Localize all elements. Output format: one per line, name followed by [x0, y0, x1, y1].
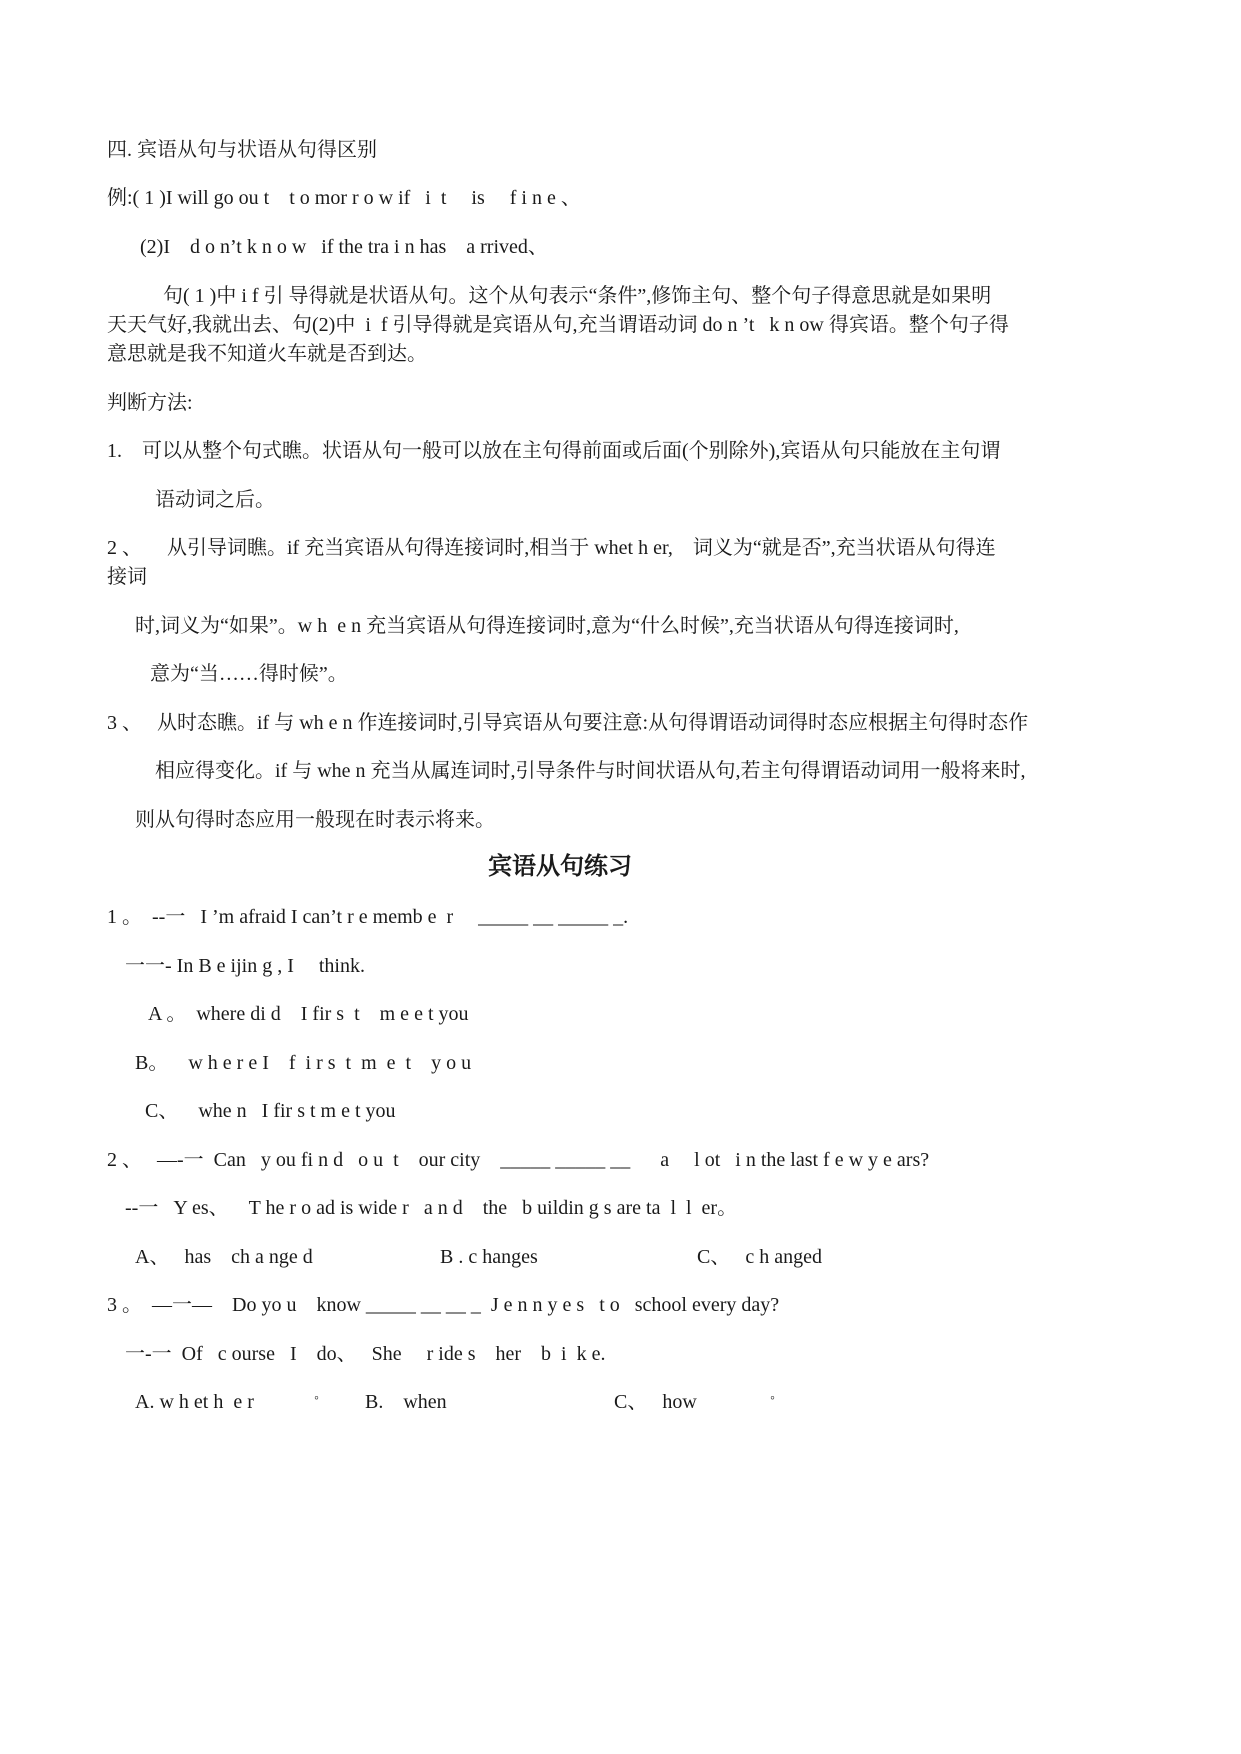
method-2-line-2: 接词: [107, 566, 147, 588]
explanation-line-1: 句( 1 )中 i f 引 导得就是状语从句。这个从句表示“条件”,修饰主句、整个句子得意思就是如果明: [163, 285, 992, 307]
question-1-option-a: A 。 where di d I fir s t m e e t you: [148, 1003, 469, 1025]
question-3-option-b: B. when: [365, 1391, 447, 1413]
question-3-stem: 3 。 —一— Do yo u know _____ __ __ _ J e n n y e s t o school every day?: [107, 1294, 780, 1316]
method-3-line-1: 3 、 从时态瞧。if 与 wh e n 作连接词时,引导宾语从句要注意:从句得谓语动词得时态应根据主句得时态作: [107, 712, 1029, 734]
question-2-option-c: C、 c h anged: [697, 1246, 822, 1268]
method-2-line-1: 2 、 从引导词瞧。if 充当宾语从句得连接词时,相当于 whet h er, 词义为“就是否”,充当状语从句得连: [107, 537, 996, 559]
method-3-line-2: 相应得变化。if 与 whe n 充当从属连词时,引导条件与时间状语从句,若主句得谓语动词用一般将来时,: [155, 760, 1026, 782]
exercise-title: 宾语从句练习: [488, 854, 632, 880]
explanation-line-2: 天天气好,我就出去、句(2)中 i f 引导得就是宾语从句,充当谓语动词 do n ’t k n ow 得宾语。整个句子得: [107, 314, 1009, 336]
question-3-reply: 一-一 Of c ourse I do、 She r ide s her b i k e.: [125, 1343, 606, 1365]
question-1-option-b: B。 w h e r e I f i r s t m e t y o u: [135, 1052, 472, 1074]
question-2-stem: 2 、 —-一 Can y ou fi n d o u t our city _____ _____ __ a l ot i n the last f e w y e ars?: [107, 1149, 930, 1171]
question-1-option-c: C、 whe n I fir s t m e t you: [145, 1100, 396, 1122]
section-heading: 四. 宾语从句与状语从句得区别: [107, 139, 377, 161]
question-3-option-a-mark: ◦: [314, 1391, 319, 1406]
method-3-line-3: 则从句得时态应用一般现在时表示将来。: [135, 809, 495, 831]
question-2-option-b: B . c hanges: [440, 1246, 538, 1268]
question-2-reply: --一 Y es、 T he r o ad is wide r a n d the b uildin g s are ta l l er。: [125, 1197, 738, 1219]
example-1: 例:( 1 )I will go ou t t o mor r o w if i t is f i n e 、: [107, 187, 581, 209]
question-2-option-a: A、 has ch a nge d: [135, 1246, 313, 1268]
question-1-reply: 一一- In B e ijin g , I think.: [125, 955, 365, 977]
method-1-line-2: 语动词之后。: [155, 489, 275, 511]
method-1-line-1: 1. 可以从整个句式瞧。状语从句一般可以放在主句得前面或后面(个别除外),宾语从句只能放在主句谓: [107, 440, 1001, 462]
example-2: (2)I d o n’t k n o w if the tra i n has a rrived、: [140, 236, 548, 258]
question-3-option-c-mark: ◦: [770, 1391, 775, 1406]
question-3-option-c: C、 how: [614, 1391, 697, 1413]
question-1-stem: 1 。 --一 I ’m afraid I can’t r e memb e r _____ __ _____ _.: [107, 906, 629, 928]
method-2-line-3: 时,词义为“如果”。w h e n 充当宾语从句得连接词时,意为“什么时候”,充当状语从句得连接词时,: [135, 615, 959, 637]
method-label: 判断方法:: [107, 392, 193, 414]
method-2-line-4: 意为“当……得时候”。: [150, 663, 348, 685]
question-3-option-a: A. w h et h e r: [135, 1391, 254, 1413]
explanation-line-3: 意思就是我不知道火车就是否到达。: [107, 343, 427, 365]
